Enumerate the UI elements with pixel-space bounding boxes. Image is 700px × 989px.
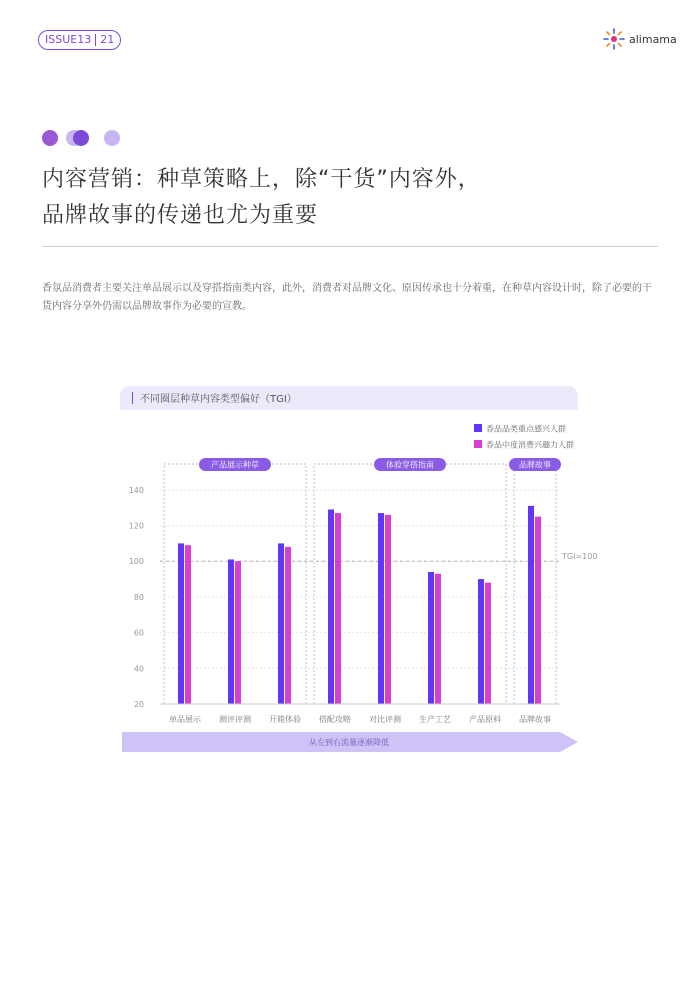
bar-series-b <box>235 561 241 704</box>
issue-badge <box>38 30 121 50</box>
decorative-dots <box>42 130 120 146</box>
issue-number: ISSUE13 <box>45 33 92 46</box>
chart-card <box>120 386 598 754</box>
y-tick-label: 60 <box>133 628 144 638</box>
tgi-bar-chart <box>120 386 598 754</box>
bar-series-a <box>228 559 234 704</box>
legend-swatch <box>474 424 482 432</box>
x-tick-label: 单品展示 <box>169 715 201 724</box>
page-title <box>42 162 481 234</box>
brand-logo <box>603 28 677 50</box>
y-tick-label: 120 <box>128 521 144 531</box>
alimama-logo-icon <box>603 28 625 50</box>
y-tick-label: 40 <box>133 664 144 674</box>
group-label: 品牌故事 <box>519 460 551 470</box>
body-paragraph: 香氛品消费者主要关注单品展示以及穿搭指南类内容，此外，消费者对品牌文化、原因传承也十分着重，在种草内容设计时，除了必要的干货内容分享外仍需以品牌故事作为必要的宣教。 <box>42 283 652 312</box>
group-label: 产品展示种草 <box>211 460 259 470</box>
title-divider <box>42 246 658 247</box>
chart-title: 不同圈层种草内容类型偏好（TGI） <box>140 394 297 405</box>
page-number: 21 <box>100 33 115 46</box>
bar-series-a <box>328 509 334 704</box>
bar-series-b <box>185 545 191 704</box>
bar-series-b <box>485 583 491 704</box>
bar-series-b <box>385 515 391 704</box>
y-tick-label: 80 <box>133 592 144 602</box>
reference-label: TGI=100 <box>562 552 598 562</box>
flow-arrow-label: 从左到右流量逐渐降低 <box>309 738 389 747</box>
x-tick-label: 品牌故事 <box>519 715 551 724</box>
group-label: 体验穿搭指南 <box>386 460 434 470</box>
bar-series-b <box>335 513 341 704</box>
y-tick-label: 20 <box>133 700 144 709</box>
legend-label: 香品中度消费兴趣力人群 <box>486 440 574 450</box>
x-tick-label: 对比评测 <box>369 715 401 724</box>
bar-series-b <box>435 574 441 704</box>
bar-series-a <box>528 506 534 704</box>
x-tick-label: 生产工艺 <box>419 715 451 724</box>
y-tick-label: 140 <box>128 485 144 495</box>
issue-separator <box>95 34 96 46</box>
dot-light <box>104 130 120 146</box>
legend-label: 香品品类重点感兴人群 <box>486 424 566 434</box>
brand-name: alimama <box>629 32 677 46</box>
legend-swatch <box>474 440 482 448</box>
bar-series-a <box>178 543 184 704</box>
dot-dark <box>42 130 58 146</box>
x-tick-label: 测评评测 <box>219 715 251 724</box>
x-tick-label: 搭配攻略 <box>319 715 351 724</box>
bar-series-a <box>428 572 434 704</box>
title-line-2: 品牌故事的传递也尤为重要 <box>42 203 319 228</box>
title-line-1: 内容营销：种草策略上，除“干货”内容外， <box>42 167 481 192</box>
bar-series-a <box>378 513 384 704</box>
dot-pair <box>66 130 88 146</box>
x-tick-label: 开箱体验 <box>269 715 301 724</box>
bar-series-b <box>285 547 291 704</box>
bar-series-b <box>535 517 541 704</box>
y-tick-label: 100 <box>128 557 144 567</box>
x-tick-label: 产品原料 <box>469 715 501 724</box>
bar-series-a <box>278 543 284 704</box>
bar-series-a <box>478 579 484 704</box>
